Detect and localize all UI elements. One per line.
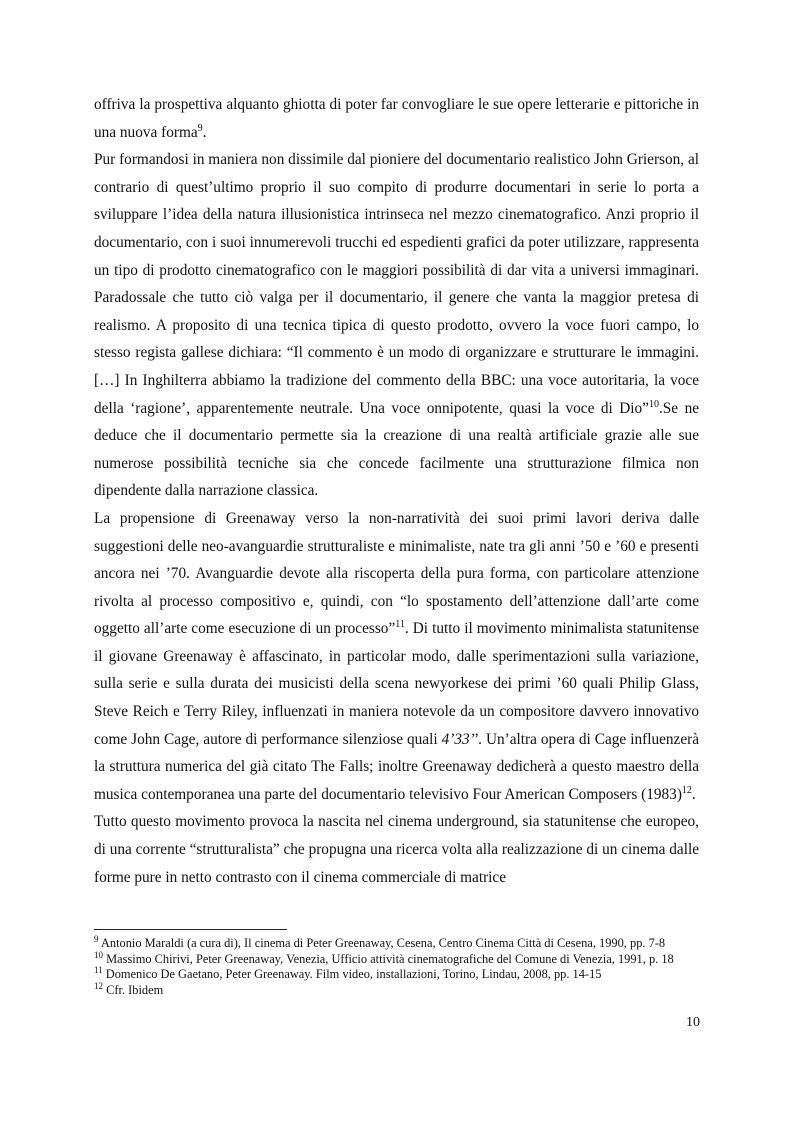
footnote-ref-10[interactable]: 10 xyxy=(648,398,659,410)
work-title: 4’33’’ xyxy=(441,730,479,748)
paragraph-4 xyxy=(94,808,699,891)
footnote-text: Antonio Maraldi (a cura di), Il cinema di Peter Greenaway, Cesena, Centro Cinema Città di Cesena, 1990, pp. 7-8 xyxy=(100,936,666,950)
footnote-10 xyxy=(94,949,699,968)
footnote-number: 10 xyxy=(94,949,103,960)
footnote-12 xyxy=(94,980,699,999)
paragraph-3 xyxy=(94,505,699,809)
footnote-ref-12[interactable]: 12 xyxy=(681,784,692,796)
paragraph-text: .Se ne deduce che il documentario permette sia la creazione di una realtà artificiale grazie alle sue numerose possibilità tecniche sia che concede facilmente una strutturazione filmica non dipendente dalla narrazione classica. xyxy=(94,399,700,500)
footnote-11 xyxy=(94,967,699,983)
footnote-text: Cfr. Ibidem xyxy=(106,982,164,997)
page-number: 10 xyxy=(686,1015,700,1030)
paragraph-text: . xyxy=(691,785,696,803)
paragraph-text: La propensione di Greenaway verso la non-narratività dei suoi primi lavori deriva dalle suggestioni delle neo-avanguardie strutturaliste e minimaliste, nate tra gli anni ’50 e ’60 e presenti ancora nei ’70. Avanguardie devote alla riscoperta della pura forma, con particolare attenzione rivolta al processo compositivo e, quindi, con “lo spostamento dell’attenzione dall’arte come oggetto all’arte come esecuzione di un processo” xyxy=(94,509,699,638)
paragraph-text: offriva la prospettiva alquanto ghiotta di poter far convogliare le sue opere letterarie e pittoriche in una nuova forma xyxy=(94,96,699,141)
footnote-ref-9[interactable]: 9 xyxy=(197,122,203,134)
footnote-9 xyxy=(94,933,699,952)
paragraph-1 xyxy=(94,91,699,146)
footnote-text: Massimo Chirivi, Peter Greenaway, Venezia, Ufficio attività cinematografiche del Comune di Venezia, 1991, p. 18 xyxy=(106,951,674,966)
footnote-text: Domenico De Gaetano, Peter Greenaway. Film video, installazioni, Torino, Lindau, 2008, pp. 14-15 xyxy=(105,967,602,982)
paragraph-2 xyxy=(94,146,699,505)
body-text xyxy=(94,91,699,891)
footnote-divider xyxy=(94,929,287,930)
paragraph-text: . Di tutto il movimento minimalista statunitense il giovane Greenaway è affascinato, in particolar modo, dalle sperimentazioni sulla variazione, sulla serie e sulla durata dei musicisti della scena newyorkese dei primi ’60 quali Philip Glass, Steve Reich e Terry Riley, influenzati in maniera notevole da un compositore davvero innovativo come John Cage, autore di performance silenziose quali xyxy=(94,620,699,748)
paragraph-text: Pur formandosi in maniera non dissimile dal pioniere del documentario realistico John Grierson, al contrario di quest’ultimo proprio il suo compito di produrre documentari in serie lo porta a sviluppare l’idea della natura illusionistica intrinseca nel mezzo cinematografico. Anzi proprio il documentario, con i suoi innumerevoli trucchi ed espedienti grafici da poter utilizzare, rappresenta un tipo di prodotto cinematografico con le maggiori possibilità di dar vita a universi immaginari. Paradossale che tutto ciò valga per il documentario, il genere che vanta la maggior pretesa di realismo. A proposito di una tecnica tipica di questo prodotto, ovvero la voce fuori campo, lo stesso regista gallese dichiara: “Il commento è un modo di organizzare e strutturare le immagini. […] In Inghilterra abbiamo la tradizione del commento della BBC: una voce autoritaria, la voce della ‘ragione’, apparentemente neutrale. Una voce onnipotente, quasi la voce di Dio” xyxy=(94,151,699,417)
paragraph-text: . Un’altra opera di Cage influenzerà la struttura numerica del già citato The Falls; inoltre Greenaway dedicherà a questo maestro della musica contemporanea una parte del documentario televisivo Four American Composers (1983) xyxy=(94,730,699,803)
footnotes xyxy=(94,933,699,998)
paragraph-text: Tutto questo movimento provoca la nascita nel cinema underground, sia statunitense che europeo, di una corrente “strutturalista” che propugna una ricerca volta alla realizzazione di un cinema dalle forme pure in netto contrasto con il cinema commerciale di matrice xyxy=(94,813,699,886)
paragraph-text: . xyxy=(202,123,207,141)
footnote-number: 9 xyxy=(94,933,99,944)
footnote-number: 12 xyxy=(94,980,103,991)
footnote-ref-11[interactable]: 11 xyxy=(395,619,405,631)
footnote-number: 11 xyxy=(94,965,103,976)
